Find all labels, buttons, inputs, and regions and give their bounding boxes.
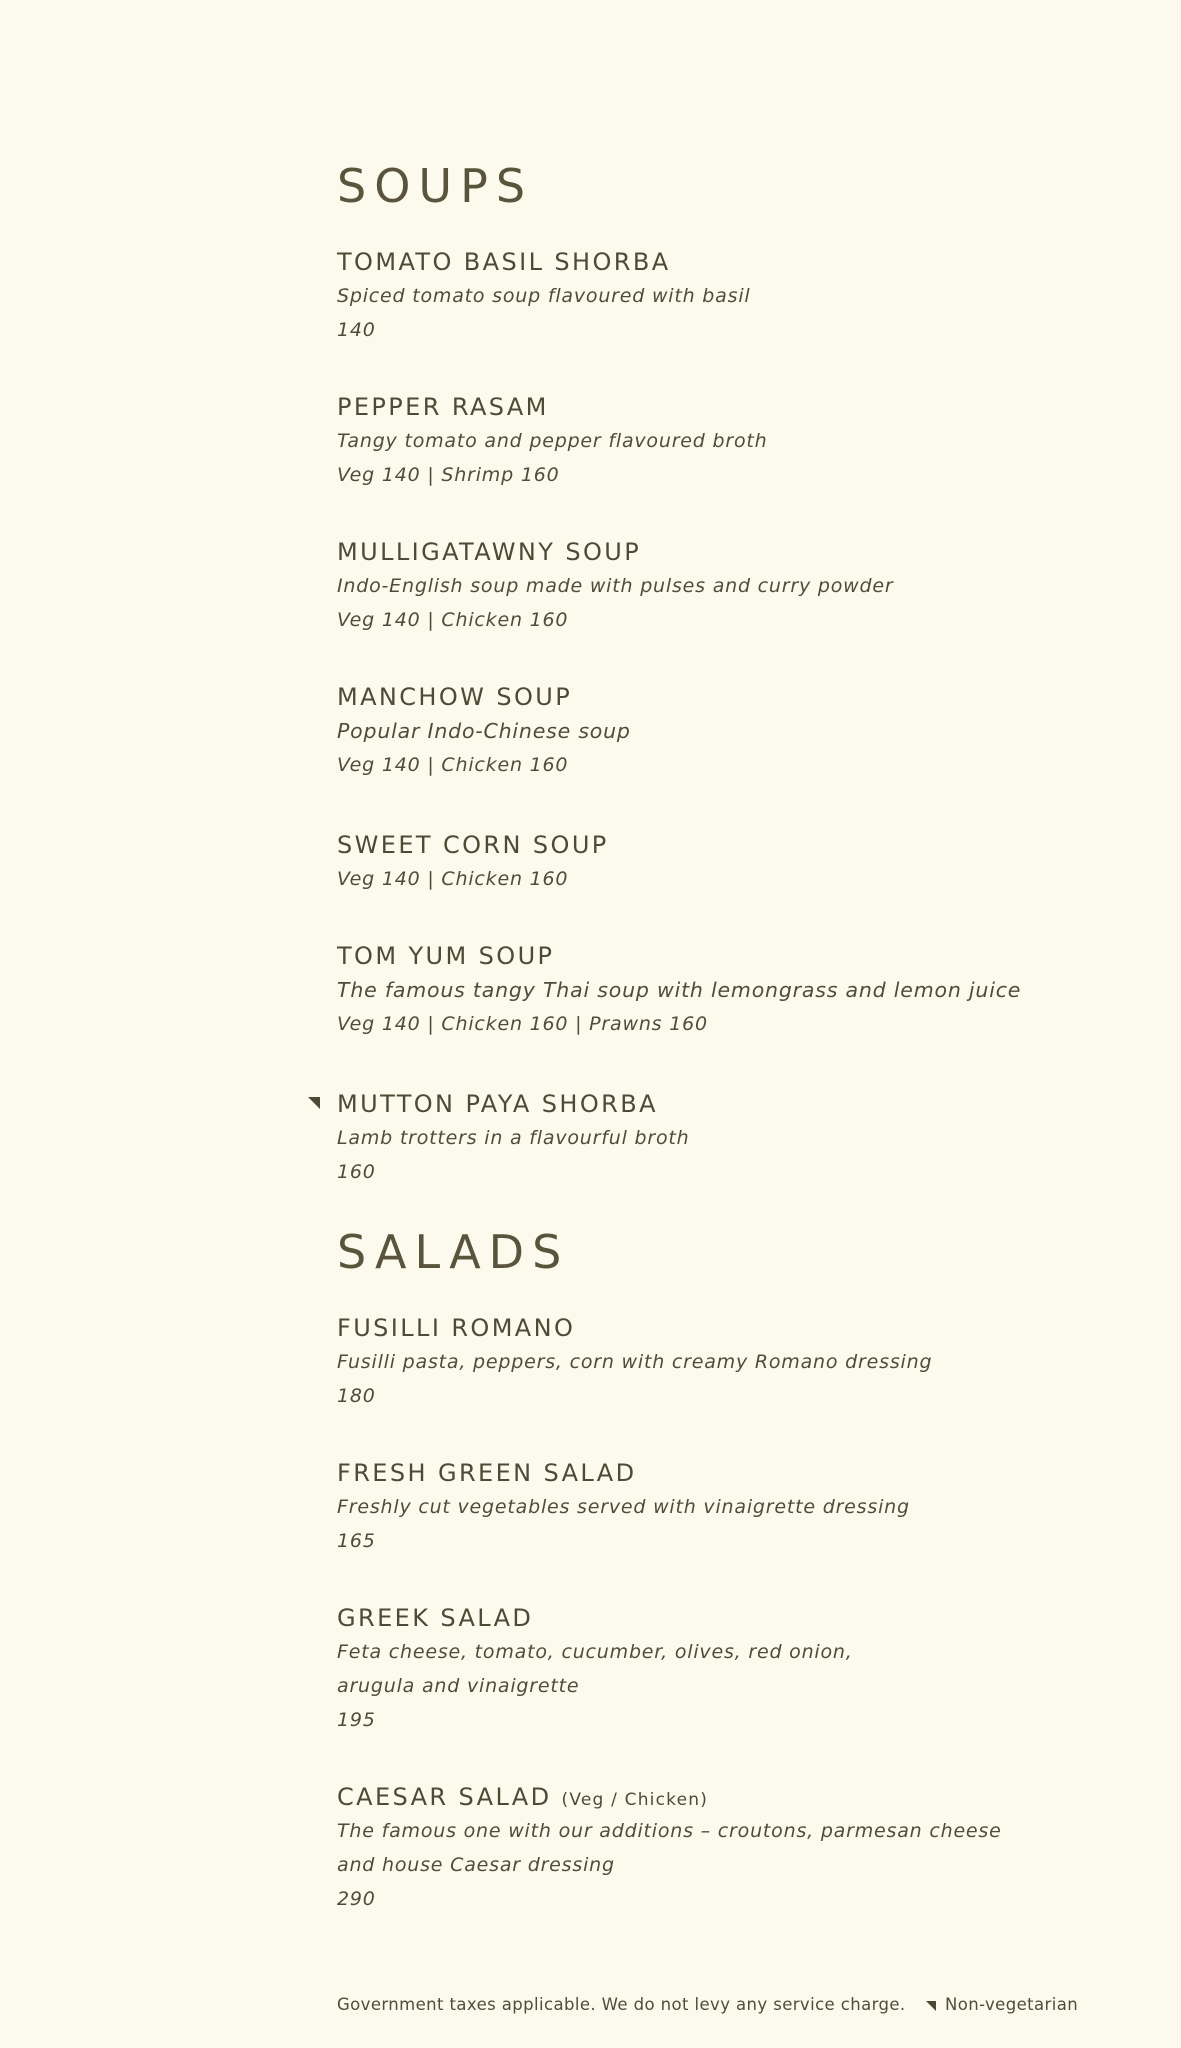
item-price: 180 (337, 1385, 376, 1407)
item-price: Veg 140 | Shrimp 160 (337, 464, 560, 486)
menu-item-greek-salad (337, 1601, 1117, 1737)
item-price: Veg 140 | Chicken 160 (337, 868, 569, 890)
item-description: The famous tangy Thai soup with lemongrass and lemon juice (337, 978, 1022, 1002)
menu-item-manchow-soup (337, 680, 1117, 782)
item-name: TOM YUM SOUP (337, 942, 555, 970)
item-name (337, 1780, 1117, 1814)
section-title-salads: SALADS (337, 1225, 570, 1279)
menu-item-sweet-corn-soup (337, 828, 1117, 896)
section-title-soups: SOUPS (337, 159, 534, 213)
item-name: MANCHOW SOUP (337, 683, 573, 711)
item-description: Popular Indo-Chinese soup (337, 719, 631, 743)
menu-item-pepper-rasam (337, 390, 1117, 492)
item-name: GREEK SALAD (337, 1604, 534, 1632)
item-price: 290 (337, 1888, 376, 1910)
item-description: Spiced tomato soup flavoured with basil (337, 285, 751, 307)
footer-legend-label: Non-vegetarian (945, 1995, 1079, 2014)
item-price: 140 (337, 319, 376, 341)
item-name-text: CAESAR SALAD (337, 1783, 552, 1811)
menu-item-fusilli-romano (337, 1311, 1117, 1413)
item-description-line: Feta cheese, tomato, cucumber, olives, red onion, (337, 1641, 853, 1663)
item-description: Indo-English soup made with pulses and curry powder (337, 575, 894, 597)
item-name-variant: (Veg / Chicken) (561, 1790, 709, 1810)
item-price: Veg 140 | Chicken 160 (337, 609, 569, 631)
item-description: Lamb trotters in a flavourful broth (337, 1127, 690, 1149)
footer-note: Government taxes applicable. We do not levy any service charge. (337, 1995, 906, 2014)
item-description-line: and house Caesar dressing (337, 1854, 615, 1876)
item-name: PEPPER RASAM (337, 393, 549, 421)
item-description: Fusilli pasta, peppers, corn with creamy Romano dressing (337, 1351, 933, 1373)
menu-item-mulligatawny-soup (337, 535, 1117, 637)
item-name: SWEET CORN SOUP (337, 831, 609, 859)
item-description: Tangy tomato and pepper flavoured broth (337, 430, 768, 452)
item-name: MUTTON PAYA SHORBA (337, 1090, 658, 1118)
menu-item-fresh-green-salad (337, 1456, 1117, 1558)
item-price: 195 (337, 1709, 376, 1731)
item-price: 160 (337, 1161, 376, 1183)
non-veg-marker-icon (308, 1097, 320, 1109)
item-description-line: arugula and vinaigrette (337, 1675, 580, 1697)
item-price: Veg 140 | Chicken 160 (337, 754, 569, 776)
non-veg-legend-icon (926, 2001, 936, 2011)
item-name: TOMATO BASIL SHORBA (337, 248, 671, 276)
item-name: FRESH GREEN SALAD (337, 1459, 637, 1487)
menu-item-caesar-salad (337, 1780, 1117, 1916)
item-price: 165 (337, 1530, 376, 1552)
menu-item-mutton-paya-shorba (337, 1087, 1117, 1189)
menu-item-tomato-basil-shorba (337, 245, 1117, 347)
item-name: FUSILLI ROMANO (337, 1314, 576, 1342)
item-name: MULLIGATAWNY SOUP (337, 538, 642, 566)
item-price: Veg 140 | Chicken 160 | Prawns 160 (337, 1013, 708, 1035)
menu-item-tom-yum-soup (337, 939, 1117, 1041)
item-description-line: The famous one with our additions – croutons, parmesan cheese (337, 1820, 1002, 1842)
item-description: Freshly cut vegetables served with vinaigrette dressing (337, 1496, 910, 1518)
